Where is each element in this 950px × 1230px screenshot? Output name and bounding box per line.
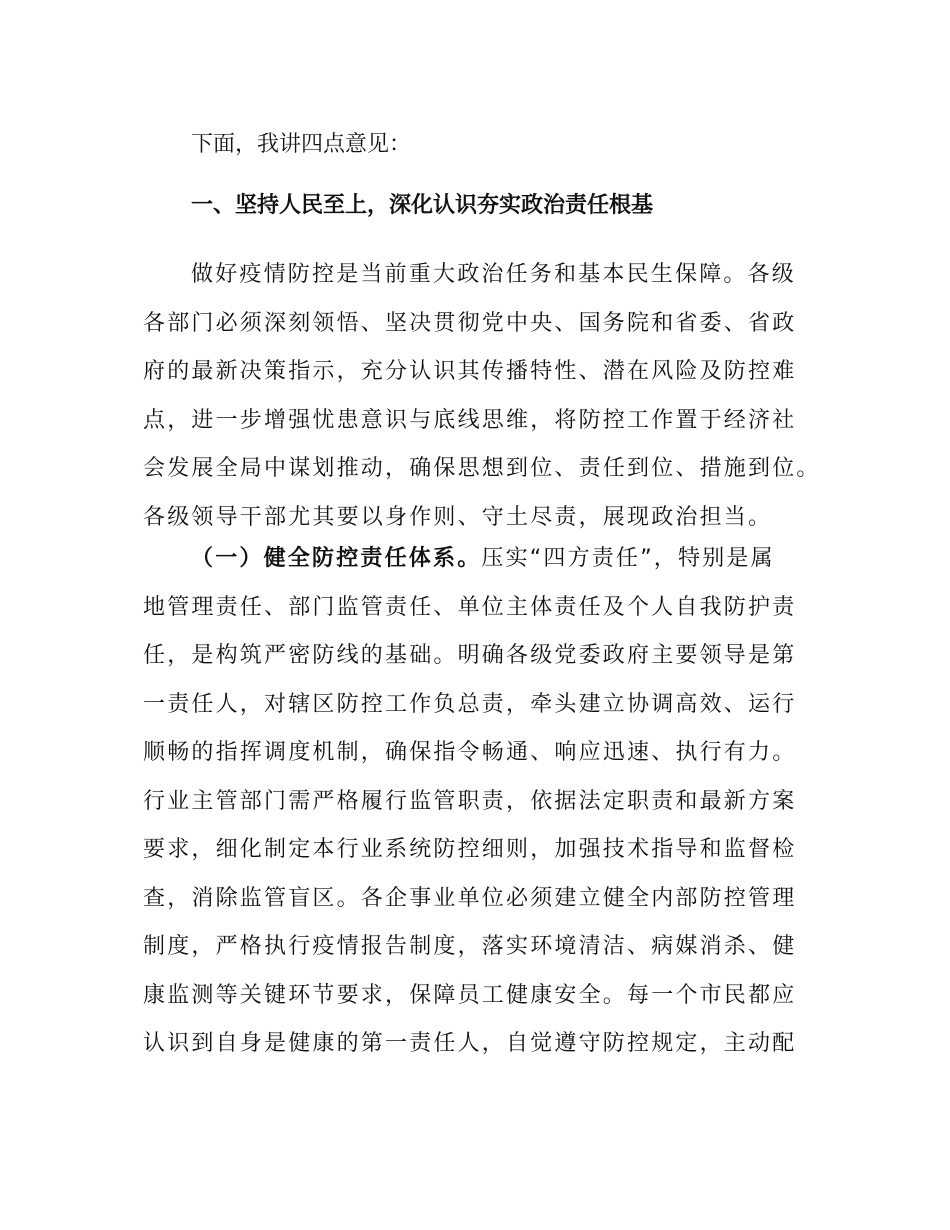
paragraph-1 bbox=[143, 251, 833, 542]
section-heading-1: 一、坚持人民至上，深化认识夯实政治责任根基 bbox=[191, 193, 654, 218]
paragraph-2-line: 行业主管部门需严格履行监管职责，依据法定职责和最新方案 bbox=[143, 788, 797, 814]
paragraph-1-line: 各部门必须深刻领悟、坚决贯彻党中央、国务院和省委、省政 bbox=[143, 310, 797, 336]
paragraph-1-line: 会发展全局中谋划推动，确保思想到位、责任到位、措施到位。 bbox=[143, 456, 821, 481]
paragraph-2-line: 顺畅的指挥调度机制，确保指令畅通、响应迅速、执行有力。 bbox=[143, 740, 797, 765]
paragraph-2-line: 要求，细化制定本行业系统防控细则，加强技术指导和监督检 bbox=[143, 837, 797, 862]
paragraph-2-line: 认识到自身是健康的第一责任人，自觉遵守防控规定，主动配 bbox=[143, 1031, 797, 1056]
intro-line: 下面，我讲四点意见： bbox=[191, 132, 412, 157]
paragraph-2-first-line-rest: 压实“四方责任”，特别是属 bbox=[481, 546, 775, 571]
subheading-1: （一）健全防控责任体系。 bbox=[191, 546, 482, 571]
paragraph-1-line: 做好疫情防控是当前重大政治任务和基本民生保障。各级 bbox=[191, 262, 797, 287]
paragraph-2-line: 一责任人，对辖区防控工作负总责，牵头建立协调高效、运行 bbox=[143, 691, 797, 717]
paragraph-2-line: 任，是构筑严密防线的基础。明确各级党委政府主要领导是第 bbox=[143, 643, 797, 668]
paragraph-2-line: 查，消除监管盲区。各企事业单位必须建立健全内部防控管理 bbox=[143, 885, 797, 911]
paragraph-1-line: 府的最新决策指示，充分认识其传播特性、潜在风险及防控难 bbox=[143, 359, 797, 384]
paragraph-2-line: 康监测等关键环节要求，保障员工健康安全。每一个市民都应 bbox=[143, 982, 797, 1008]
paragraph-2-line: 制度，严格执行疫情报告制度，落实环境清洁、病媒消杀、健 bbox=[143, 934, 797, 959]
paragraph-2-line: 地管理责任、部门监管责任、单位主体责任及个人自我防护责 bbox=[143, 594, 797, 620]
paragraph-2-first-line bbox=[143, 535, 833, 584]
paragraph-2 bbox=[143, 535, 833, 1069]
paragraph-1-line: 点，进一步增强忧患意识与底线思维，将防控工作置于经济社 bbox=[143, 407, 797, 433]
paragraph-1-line: 各级领导干部尤其要以身作则、守土尽责，展现政治担当。 bbox=[143, 504, 773, 530]
